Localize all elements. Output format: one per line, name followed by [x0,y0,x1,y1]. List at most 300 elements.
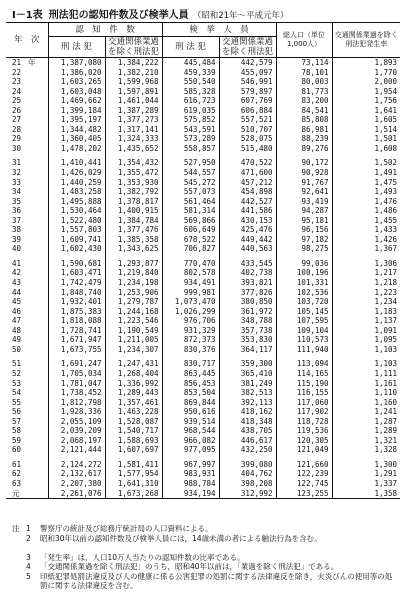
value-cell: 1,247,431 [105,359,162,369]
value-cell: 470,522 [219,158,276,168]
value-cell: 2,261,076 [48,489,105,499]
year-cell: 30 [12,143,22,153]
value-cell: 440,563 [219,244,276,254]
table-row [6,278,400,288]
value-cell: 357,738 [219,326,276,336]
table-row [6,225,400,235]
value-cell: 2,000 [332,77,400,87]
value-cell: 1,455 [332,216,400,226]
value-cell: 1,324,333 [105,134,162,144]
year-cell: 50 [12,344,22,354]
value-cell: 1,495,888 [48,197,105,207]
value-cell: 1,300 [332,460,400,470]
value-cell: 1,641 [332,106,400,116]
value-cell: 1,377,273 [105,115,162,125]
table-row [6,87,400,97]
year-cell: 31 [12,158,22,168]
value-cell: 114,165 [276,369,332,379]
value-cell: 1,095 [332,335,400,345]
value-cell: 2,132,617 [48,469,105,479]
value-cell: 1,399,184 [48,106,105,116]
value-cell: 1,475 [332,178,400,188]
year-cell: 46 [12,306,22,316]
value-cell: 100,196 [276,268,332,278]
value-cell: 1,103 [332,359,400,369]
value-cell: 1,357,461 [105,398,162,408]
table-name: 刑法犯の認知件数及び検挙人員 [48,10,189,21]
value-cell: 967,997 [162,460,219,470]
value-cell: 97,182 [276,235,332,245]
value-cell: 1,608 [332,144,400,154]
value-cell: 1,691,247 [48,359,105,369]
table-row [6,398,400,408]
value-cell: 94,287 [276,206,332,216]
value-cell: 1,091 [332,326,400,336]
value-cell: 119,536 [276,426,332,436]
value-cell: 561,464 [162,197,219,207]
value-cell: 430,153 [219,216,276,226]
value-cell: 1,190,549 [105,326,162,336]
value-cell: 1,137 [332,316,400,326]
value-cell: 1,026,299 [162,307,219,317]
value-cell: 365,410 [219,369,276,379]
value-cell: 359,300 [219,359,276,369]
year-cell: 21 年 [12,58,36,67]
value-cell: 558,857 [162,144,219,154]
value-cell: 1,435,652 [105,144,162,154]
table-row [6,268,400,278]
value-cell: 976,706 [162,316,219,326]
table-row [6,460,400,470]
value-cell: 1,386,020 [48,68,105,78]
value-cell: 1,360,405 [48,134,105,144]
value-cell: 1,111 [332,369,400,379]
table-row [6,115,400,125]
value-cell: 977,095 [162,445,219,455]
value-cell: 1,426,029 [48,168,105,178]
table-row [6,288,400,298]
value-cell: 348,788 [219,316,276,326]
value-cell: 115,190 [276,379,332,389]
table-row [6,345,400,355]
year-cell: 47 [12,316,22,326]
year-cell: 33 [12,177,22,187]
table-row [6,326,400,336]
value-cell: 1,268,404 [105,369,162,379]
value-cell: 380,850 [219,297,276,307]
value-cell: 1,875,383 [48,307,105,317]
value-cell: 515,480 [219,144,276,154]
value-cell: 1,234 [332,297,400,307]
year-cell: 39 [12,234,22,244]
value-cell: 1,501 [332,134,400,144]
value-cell: 1,599,968 [105,77,162,87]
value-cell: 1,387,080 [48,58,105,68]
value-cell: 85,808 [276,115,332,125]
value-cell: 1,217 [332,268,400,278]
value-cell: 1,588,693 [105,436,162,446]
value-cell: 1,528,087 [105,417,162,427]
value-cell: 377,826 [219,288,276,298]
year-cell: 55 [12,397,22,407]
value-cell: 80,003 [276,77,332,87]
value-cell: 2,124,272 [48,460,105,470]
year-cell: 37 [12,215,22,225]
value-cell: 1,183 [332,307,400,317]
value-cell: 607,769 [219,96,276,106]
year-cell: 25 [12,96,22,106]
year-header: 年 次 [6,23,48,58]
value-cell: 527,950 [162,158,219,168]
value-cell: 86,981 [276,125,332,135]
value-cell: 853,504 [162,388,219,398]
table-row [6,369,400,379]
value-cell: 92,641 [276,187,332,197]
value-cell: 1,812,798 [48,398,105,408]
value-cell: 1,384,222 [105,58,162,68]
value-cell: 966,082 [162,436,219,446]
value-cell: 546,991 [219,77,276,87]
value-cell: 418,162 [219,407,276,417]
value-cell: 1,291 [332,469,400,479]
year-cell: 24 [12,86,22,96]
table-row [6,106,400,116]
value-cell: 120,305 [276,436,332,446]
value-cell: 1,287 [332,417,400,427]
value-cell: 1,219,840 [105,268,162,278]
value-cell: 1,603,471 [48,268,105,278]
value-cell: 399,080 [219,460,276,470]
table-row [6,259,400,269]
value-cell: 1,289,443 [105,388,162,398]
table-row [6,206,400,216]
value-cell: 98,275 [276,244,332,254]
value-cell: 1,728,741 [48,326,105,336]
value-cell: 968,544 [162,426,219,436]
value-cell: 950,616 [162,407,219,417]
value-cell: 1,756 [332,96,400,106]
value-cell: 1,540,717 [105,426,162,436]
value-cell: 1,395,197 [48,115,105,125]
value-cell: 1,289 [332,426,400,436]
value-cell: 1,317,141 [105,125,162,135]
value-cell: 99,036 [276,259,332,269]
value-cell: 93,419 [276,197,332,207]
value-cell: 122,745 [276,479,332,489]
value-cell: 1,607,697 [105,445,162,455]
value-cell: 102,536 [276,288,332,298]
table-row [6,58,400,68]
value-cell: 2,207,380 [48,479,105,489]
recognized-header: 認 知 件 数 [48,23,162,37]
value-cell: 1,597,891 [105,87,162,97]
value-cell: 110,573 [276,335,332,345]
year-cell: 49 [12,335,22,345]
value-cell: 1,244,168 [105,307,162,317]
value-cell: 1,673,755 [48,345,105,355]
value-cell: 392,113 [219,398,276,408]
year-cell: 61 [12,459,22,469]
table-row [6,297,400,307]
value-cell: 1,469,662 [48,96,105,106]
value-cell: 1,358 [332,489,400,499]
value-cell: 442,527 [219,197,276,207]
value-cell: 1,223 [332,288,400,298]
value-cell: 1,557,803 [48,225,105,235]
year-cell: 48 [12,325,22,335]
value-cell: 802,578 [162,268,219,278]
value-cell: 113,094 [276,359,332,369]
value-cell: 1,223,546 [105,316,162,326]
value-cell: 939,514 [162,417,219,427]
value-cell: 1,385,358 [105,235,162,245]
value-cell: 459,339 [162,68,219,78]
value-cell: 856,453 [162,379,219,389]
value-cell: 606,649 [162,225,219,235]
value-cell: 1,530,464 [48,206,105,216]
year-cell: 40 [12,244,22,254]
value-cell: 581,314 [162,206,219,216]
value-cell: 364,117 [219,345,276,355]
value-cell: 1,928,336 [48,407,105,417]
year-cell: 22 [12,67,22,77]
value-cell: 1,609,741 [48,235,105,245]
year-cell: 41 [12,258,22,268]
year-cell: 26 [12,105,22,115]
year-cell: 45 [12,297,22,307]
value-cell: 78,101 [276,68,332,78]
value-cell: 1,160 [332,398,400,408]
value-cell: 445,484 [162,58,219,68]
value-cell: 109,104 [276,326,332,336]
value-cell: 544,557 [162,168,219,178]
value-cell: 988,784 [162,479,219,489]
value-cell: 103,720 [276,297,332,307]
table-row [6,316,400,326]
value-cell: 1,818,088 [48,316,105,326]
value-cell: 89,276 [276,144,332,154]
value-cell: 1,463,228 [105,407,162,417]
value-cell: 1,514 [332,125,400,135]
value-cell: 1,770 [332,68,400,78]
value-cell: 1,328 [332,445,400,455]
value-cell: 402,738 [219,268,276,278]
value-cell: 1,433 [332,225,400,235]
value-cell: 1,848,740 [48,288,105,298]
value-cell: 1,400,915 [105,206,162,216]
occurrence-rate-header: 交通関係業過を除く刑法犯発生率 [332,23,400,58]
recognized-criminal-header: 刑 法 犯 [48,37,105,58]
year-cell: 54 [12,388,22,398]
value-cell: 73,114 [276,58,332,68]
value-cell: 872,373 [162,335,219,345]
table-row [6,144,400,154]
year-cell: 23 [12,77,22,87]
table-row [6,68,400,78]
value-cell: 1,073,470 [162,297,219,307]
table-row [6,388,400,398]
value-cell: 418,348 [219,417,276,427]
notes-label: 注 [12,524,20,533]
value-cell: 1,522,480 [48,216,105,226]
value-cell: 1,161 [332,379,400,389]
year-cell: 43 [12,278,22,288]
table-row [6,379,400,389]
value-cell: 116,155 [276,388,332,398]
recognized-excl-traffic-header: 交通関係業過を除く刑法犯 [105,37,162,58]
value-cell: 1,279,787 [105,297,162,307]
value-cell: 1,781,047 [48,379,105,389]
value-cell: 353,830 [219,335,276,345]
value-cell: 1,384,784 [105,216,162,226]
value-cell: 1,483,258 [48,187,105,197]
value-cell: 121,049 [276,445,332,455]
value-cell: 91,767 [276,178,332,188]
value-cell: 528,075 [219,134,276,144]
value-cell: 579,897 [219,87,276,97]
value-cell: 1,602,430 [48,244,105,254]
value-cell: 575,852 [162,115,219,125]
value-cell: 117,902 [276,407,332,417]
table-row [6,244,400,254]
table-row [6,134,400,144]
year-cell: 51 [12,359,22,369]
table-title [12,6,289,21]
value-cell: 1,234,198 [105,278,162,288]
value-cell: 1,493 [332,187,400,197]
table-row [6,417,400,427]
year-unit: 年 [28,58,36,67]
value-cell: 1,603,048 [48,87,105,97]
value-cell: 1,336,992 [105,379,162,389]
value-cell: 1,293,877 [105,259,162,269]
value-cell: 88,239 [276,134,332,144]
year-cell: 27 [12,115,22,125]
year-cell: 28 [12,124,22,134]
table-row [6,197,400,207]
table-row [6,307,400,317]
year-cell: 32 [12,168,22,178]
value-cell: 1,306 [332,259,400,269]
value-cell: 111,940 [276,345,332,355]
table-row [6,187,400,197]
value-cell: 425,476 [219,225,276,235]
year-cell: 42 [12,268,22,278]
year-cell: 62 [12,469,22,479]
value-cell: 1,103 [332,345,400,355]
value-cell: 1,410,441 [48,158,105,168]
value-cell: 1,671,947 [48,335,105,345]
value-cell: 2,055,109 [48,417,105,427]
arrested-criminal-header: 刑 法 犯 [162,37,219,58]
table-row [6,445,400,455]
table-row [6,469,400,479]
year-cell: 44 [12,287,22,297]
table-row [6,407,400,417]
table-row [6,77,400,87]
value-cell: 1,486 [332,206,400,216]
value-cell: 404,762 [219,469,276,479]
value-cell: 454,898 [219,187,276,197]
value-cell: 361,972 [219,307,276,317]
value-cell: 1,367 [332,244,400,254]
year-cell: 34 [12,187,22,197]
value-cell: 573,289 [162,134,219,144]
value-cell: 1,603,265 [48,77,105,87]
value-cell: 550,540 [162,77,219,87]
value-cell: 1,241 [332,407,400,417]
table-row [6,359,400,369]
value-cell: 1,211,005 [105,335,162,345]
value-cell: 1,461,044 [105,96,162,106]
year-cell: 53 [12,378,22,388]
year-cell: 元 [12,488,20,498]
table-row [6,489,400,499]
value-cell: 1,321 [332,436,400,446]
value-cell: 105,145 [276,307,332,317]
value-cell: 1,581,411 [105,460,162,470]
table-row [6,426,400,436]
value-cell: 934,194 [162,489,219,499]
table-row [6,436,400,446]
value-cell: 90,172 [276,158,332,168]
value-cell: 1,337 [332,479,400,489]
table-row [6,125,400,135]
value-cell: 1,893 [332,58,400,68]
value-cell: 606,884 [219,106,276,116]
year-cell: 58 [12,426,22,436]
value-cell: 95,181 [276,216,332,226]
value-cell: 101,331 [276,278,332,288]
value-cell: 557,073 [162,187,219,197]
value-cell: 770,470 [162,259,219,269]
value-cell: 2,121,444 [48,445,105,455]
value-cell: 441,586 [219,206,276,216]
value-cell: 1,426 [332,235,400,245]
value-cell: 1,577,954 [105,469,162,479]
table-row [6,96,400,106]
value-cell: 398,208 [219,479,276,489]
value-cell: 433,545 [219,259,276,269]
value-cell: 121,660 [276,460,332,470]
year-cell: 57 [12,416,22,426]
value-cell: 1,387,289 [105,106,162,116]
population-header: 総人口（単位 1,000人） [276,23,332,58]
value-cell: 83,200 [276,96,332,106]
value-cell: 678,522 [162,235,219,245]
value-cell: 1,355,472 [105,168,162,178]
value-cell: 446,617 [219,436,276,446]
table-row [6,335,400,345]
value-cell: 934,491 [162,278,219,288]
value-cell: 84,541 [276,106,332,116]
table-id: Ⅰ－1表 [12,10,43,21]
year-cell: 52 [12,368,22,378]
value-cell: 1,705,034 [48,369,105,379]
value-cell: 585,328 [162,87,219,97]
value-cell: 545,272 [162,178,219,188]
value-cell: 1,382,792 [105,187,162,197]
value-cell: 1,253,906 [105,288,162,298]
value-cell: 869,844 [162,398,219,408]
value-cell: 1,378,817 [105,197,162,207]
value-cell: 382,513 [219,388,276,398]
value-cell: 830,717 [162,359,219,369]
value-cell: 510,707 [219,125,276,135]
value-cell: 1,377,476 [105,225,162,235]
value-cell: 107,595 [276,316,332,326]
year-cell: 38 [12,225,22,235]
